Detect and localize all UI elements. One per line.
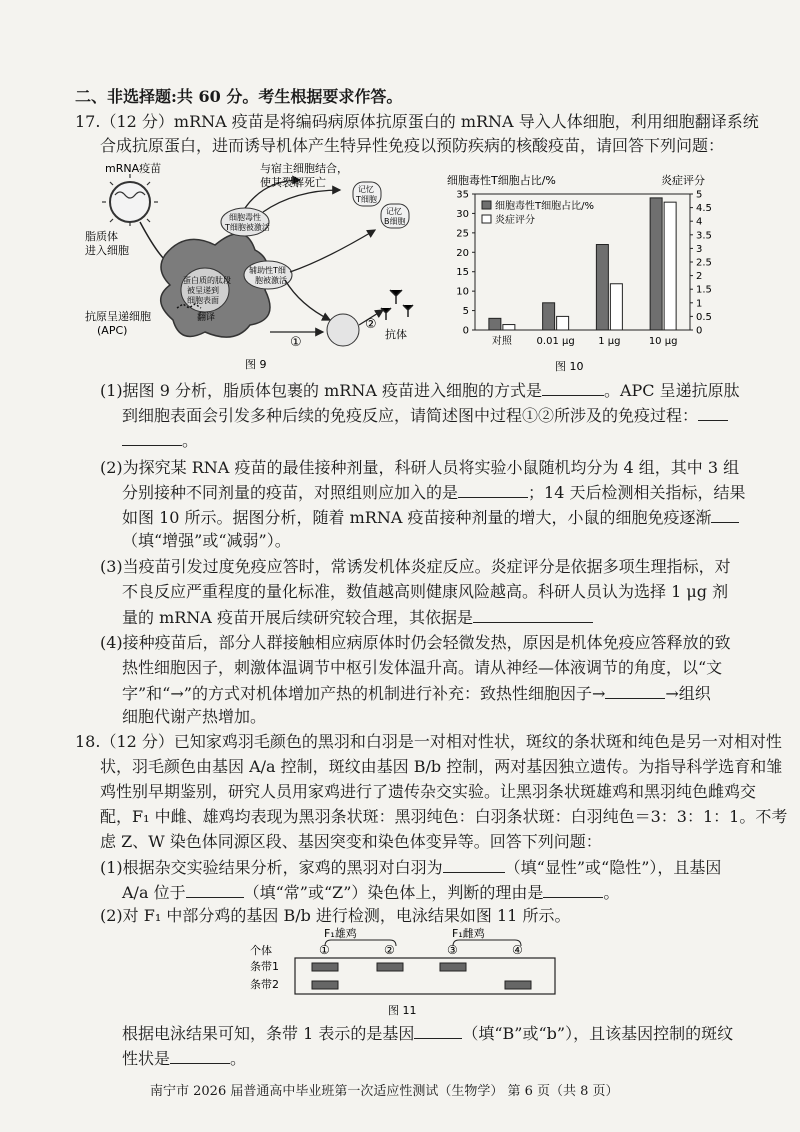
figure-9 <box>85 160 425 375</box>
right-tick-label: 4.5 <box>696 203 712 215</box>
answer-blank-17-2a[interactable] <box>458 481 528 498</box>
right-tick-label: 0 <box>696 325 703 337</box>
q17-sub1-text-d: 。 <box>182 431 199 450</box>
q17-sub4-line1: (4)接种疫苗后，部分人群接触相应病原体时仍会轻微发热，原因是机体免疫应答释放的致 <box>100 633 731 652</box>
legend-label-inflam: 炎症评分 <box>495 215 535 226</box>
q17-sub3-line2: 不良反应严重程度的量化标准，数值越高则健康风险越高。科研人员认为选择 1 μg 剂 <box>122 582 729 601</box>
left-tick-label: 25 <box>456 228 469 240</box>
label-antibody: 抗体 <box>385 328 407 341</box>
q17-sub1-line1 <box>100 379 740 402</box>
answer-blank-18-1b[interactable] <box>186 881 244 898</box>
lane-number-4: ④ <box>512 943 523 957</box>
bar-inflammation-4 <box>664 202 676 330</box>
q18-sub1-text-d: （填“常”或“Z”）染色体上，判断的理由是 <box>243 883 544 902</box>
label-apc-1: 抗原呈递细胞 <box>85 310 151 323</box>
q18-sub1-text-b: （填“显性”或“隐性”），且基因 <box>504 858 722 877</box>
answer-blank-18-2a[interactable] <box>414 1022 462 1039</box>
right-tick-label: 2.5 <box>696 257 712 269</box>
q18-stem-line1: 18.（12 分）已知家鸡羽毛颜色的黑羽和白羽是一对相对性状，斑纹的条状斑和纯色是另一对相对性 <box>75 732 782 751</box>
label-translation: 翻译 <box>197 313 216 323</box>
category-label-3: 1 μg <box>598 336 621 347</box>
label-memory-b-1: 记忆 <box>386 207 402 216</box>
q17-sub4-text-a: 字”和“→”的方式对机体增加产热的机制进行补充：致热性细胞因子→ <box>122 684 606 703</box>
q18-stem-line4: 配，F₁ 中雌、雄鸡均表现为黑羽条状斑：黑羽纯色：白羽条状斑：白羽纯色＝3：3：1：1。不考 <box>100 807 788 826</box>
antibody-icon <box>381 290 413 320</box>
row-label-individual: 个体 <box>250 944 272 957</box>
left-tick-label: 15 <box>456 267 469 279</box>
q17-sub4-line3 <box>122 682 711 705</box>
arrow-to-memory-t <box>263 190 340 212</box>
q18-sub1-line2 <box>122 881 619 904</box>
figure-9-diagram <box>85 160 425 375</box>
label-host-2: 使其裂解死亡 <box>260 176 326 189</box>
q17-sub2-text-a: 分别接种不同剂量的疫苗，对照组则应加入的是 <box>122 483 459 502</box>
bar-ctl-2 <box>543 303 555 330</box>
label-ctl-1: 细胞毒性 <box>229 213 261 222</box>
q18-final-text-c: 性状是 <box>122 1049 171 1068</box>
q17-sub4-text-b: →组织 <box>665 684 711 703</box>
q17-sub3-line3 <box>122 606 593 629</box>
right-tick-label: 2 <box>696 271 703 283</box>
right-tick-label: 0.5 <box>696 311 712 323</box>
lane-number-1: ① <box>319 943 330 957</box>
q17-sub1-text-c: 到细胞表面会引发多种后续的免疫反应，请简述图中过程①②所涉及的免疫过程： <box>122 406 699 425</box>
q17-stem-line2: 合成抗原蛋白，进而诱导机体产生特异性免疫以预防疾病的核酸疫苗，请回答下列问题： <box>100 136 725 155</box>
label-peptide-2: 被呈递到 <box>187 286 219 295</box>
figure-10-caption: 图 10 <box>555 360 584 373</box>
left-tick-label: 30 <box>456 208 469 220</box>
q18-final-text-d: 。 <box>230 1049 247 1068</box>
mrna-vaccine-particle <box>110 182 150 222</box>
right-tick-label: 1.5 <box>696 284 712 296</box>
row-label-band1: 条带1 <box>250 960 279 973</box>
band-lane4-row2 <box>505 981 531 989</box>
label-peptide-1: 蛋白质的肽段 <box>183 276 231 285</box>
label-helper-2: 胞被激活 <box>255 276 287 285</box>
b-cell <box>327 314 359 346</box>
q18-sub2-line: (2)对 F₁ 中部分鸡的基因 B/b 进行检测，电泳结果如图 11 所示。 <box>100 906 571 925</box>
label-f1-female: F₁雌鸡 <box>452 927 485 940</box>
label-memory-b-2: B细胞 <box>384 217 406 226</box>
figure-9-caption: 图 9 <box>245 358 267 371</box>
category-label-4: 10 μg <box>648 336 678 347</box>
q17-sub1-line3 <box>122 429 198 452</box>
q18-sub1-line1 <box>100 856 721 879</box>
q17-sub2-line4: （填“增强”或“减弱”）。 <box>122 531 291 550</box>
answer-blank-17-1c[interactable] <box>122 429 182 446</box>
answer-blank-17-4[interactable] <box>605 682 665 699</box>
right-tick-label: 1 <box>696 298 703 310</box>
left-tick-label: 0 <box>462 325 469 337</box>
left-tick-label: 20 <box>456 247 469 259</box>
q17-sub3-line1: (3)当疫苗引发过度免疫应答时，常诱发机体炎症反应。炎症评分是依据多项生理指标，对 <box>100 557 731 576</box>
label-apc-2: (APC) <box>97 324 128 337</box>
label-liposome-1: 脂质体 <box>85 230 118 243</box>
q17-sub2-line2 <box>122 481 745 504</box>
answer-blank-17-2b[interactable] <box>711 506 739 523</box>
lane-number-3: ③ <box>447 943 458 957</box>
answer-blank-18-1c[interactable] <box>543 881 603 898</box>
band-lane3-row1 <box>440 963 466 971</box>
label-process-1: ① <box>290 335 302 350</box>
q18-sub1-text-c: A/a 位于 <box>122 883 186 902</box>
figure-11-caption: 图 11 <box>388 1004 417 1017</box>
label-mrna-vaccine: mRNA疫苗 <box>105 162 162 175</box>
answer-blank-17-3[interactable] <box>473 606 593 623</box>
arrow-to-memory-b <box>290 230 375 272</box>
left-tick-label: 35 <box>456 189 469 201</box>
q18-stem-line3: 鸡性别早期鉴别，研究人员用家鸡进行了遗传杂交实验。让黑羽条状斑雄鸡和黑羽纯色雌鸡交 <box>100 782 757 801</box>
arrow-to-b-cell <box>285 280 330 320</box>
q17-sub2-line1: (2)为探究某 RNA 疫苗的最佳接种剂量，科研人员将实验小鼠随机均分为 4 组，其中 3 组 <box>100 458 740 477</box>
chart-left-axis-title: 细胞毒性T细胞占比/% <box>447 174 556 187</box>
q17-sub3-text-a: 量的 mRNA 疫苗开展后续研究较合理，其依据是 <box>122 608 473 627</box>
figure-11-gel <box>250 926 570 1018</box>
q18-sub1-text-e: 。 <box>603 883 620 902</box>
label-peptide-3: 细胞表面 <box>187 296 219 305</box>
band-lane1-row2 <box>312 981 338 989</box>
left-tick-label: 10 <box>456 286 469 298</box>
figure-11 <box>250 926 570 1018</box>
q17-stem-line1: 17.（12 分）mRNA 疫苗是将编码病原体抗原蛋白的 mRNA 导入人体细胞，利用细胞翻译系统 <box>75 112 759 131</box>
q17-sub1-text-a: (1)据图 9 分析，脂质体包裹的 mRNA 疫苗进入细胞的方式是 <box>100 381 542 400</box>
category-label-2: 0.01 μg <box>536 336 575 347</box>
bar-ctl-4 <box>650 198 662 330</box>
label-host-1: 与宿主细胞结合， <box>260 162 348 175</box>
label-liposome-2: 进入细胞 <box>85 244 129 257</box>
label-helper-1: 辅助性T细 <box>249 266 286 275</box>
label-process-2: ② <box>365 317 377 332</box>
q18-stem-line2: 状，羽毛颜色由基因 A/a 控制，斑纹由基因 B/b 控制，两对基因独立遗传。为指导科学选育和雏 <box>100 757 783 776</box>
q18-sub1-text-a: (1)根据杂交实验结果分析，家鸡的黑羽对白羽为 <box>100 858 443 877</box>
answer-blank-18-1a[interactable] <box>443 856 505 873</box>
lane-number-2: ② <box>384 943 395 957</box>
q18-final-line2 <box>122 1047 246 1070</box>
q17-sub2-line3 <box>122 506 739 529</box>
page-footer: 南宁市 2026 届普通高中毕业班第一次适应性测试（生物学） 第 6 页（共 8 页） <box>150 1084 619 1099</box>
bar-inflammation-2 <box>557 316 569 330</box>
answer-blank-17-1b[interactable] <box>698 404 728 421</box>
q17-sub1-line2 <box>122 404 728 427</box>
legend-label-ctl: 细胞毒性T细胞占比/% <box>495 201 594 212</box>
bar-inflammation-1 <box>503 325 515 330</box>
right-tick-label: 4 <box>696 216 703 228</box>
q18-final-text-a: 根据电泳结果可知，条带 1 表示的是基因 <box>122 1024 415 1043</box>
left-tick-label: 5 <box>462 306 469 318</box>
label-ctl-2: T细胞被激活 <box>225 223 270 232</box>
right-tick-label: 3.5 <box>696 230 712 242</box>
legend-swatch-ctl <box>482 201 491 209</box>
q18-final-text-b: （填“B”或“b”），且该基因控制的斑纹 <box>462 1024 734 1043</box>
answer-blank-17-1a[interactable] <box>542 379 604 396</box>
right-tick-label: 3 <box>696 243 703 255</box>
bar-inflammation-3 <box>610 284 622 330</box>
q17-sub4-line4: 细胞代谢产热增加。 <box>122 707 267 726</box>
label-memory-t-1: 记忆 <box>358 185 374 194</box>
section-header: 二、非选择题:共 60 分。考生根据要求作答。 <box>75 87 403 106</box>
label-memory-t-2: T细胞 <box>356 195 377 204</box>
q17-sub1-text-b: 。APC 呈递抗原肽 <box>603 381 740 400</box>
entry-arrow <box>140 222 165 260</box>
label-f1-male: F₁雄鸡 <box>324 927 357 940</box>
answer-blank-18-2b[interactable] <box>170 1047 230 1064</box>
q17-sub2-text-c: 如图 10 所示。据图分析，随着 mRNA 疫苗接种剂量的增大，小鼠的细胞免疫逐渐 <box>122 508 712 527</box>
q17-sub2-text-b: ；14 天后检测相关指标，结果 <box>528 483 746 502</box>
q18-final-line1 <box>122 1022 733 1045</box>
bar-ctl-3 <box>596 245 608 330</box>
q18-stem-line5: 虑 Z、W 染色体同源区段、基因突变和染色体变异等。回答下列问题： <box>100 832 602 851</box>
q17-sub4-line2: 热性细胞因子，刺激体温调节中枢引发体温升高。请从神经—体液调节的角度，以“文 <box>122 658 723 677</box>
band-lane1-row1 <box>312 963 338 971</box>
band-lane2-row1 <box>377 963 403 971</box>
bracket-female <box>453 940 521 946</box>
row-label-band2: 条带2 <box>250 978 279 991</box>
chart-right-axis-title: 炎症评分 <box>661 174 705 187</box>
bar-ctl-1 <box>489 318 501 330</box>
category-label-1: 对照 <box>491 336 512 347</box>
figure-10-chart <box>435 170 730 375</box>
legend-swatch-inflam <box>482 215 491 223</box>
right-tick-label: 5 <box>696 189 703 201</box>
figure-10 <box>435 170 730 375</box>
